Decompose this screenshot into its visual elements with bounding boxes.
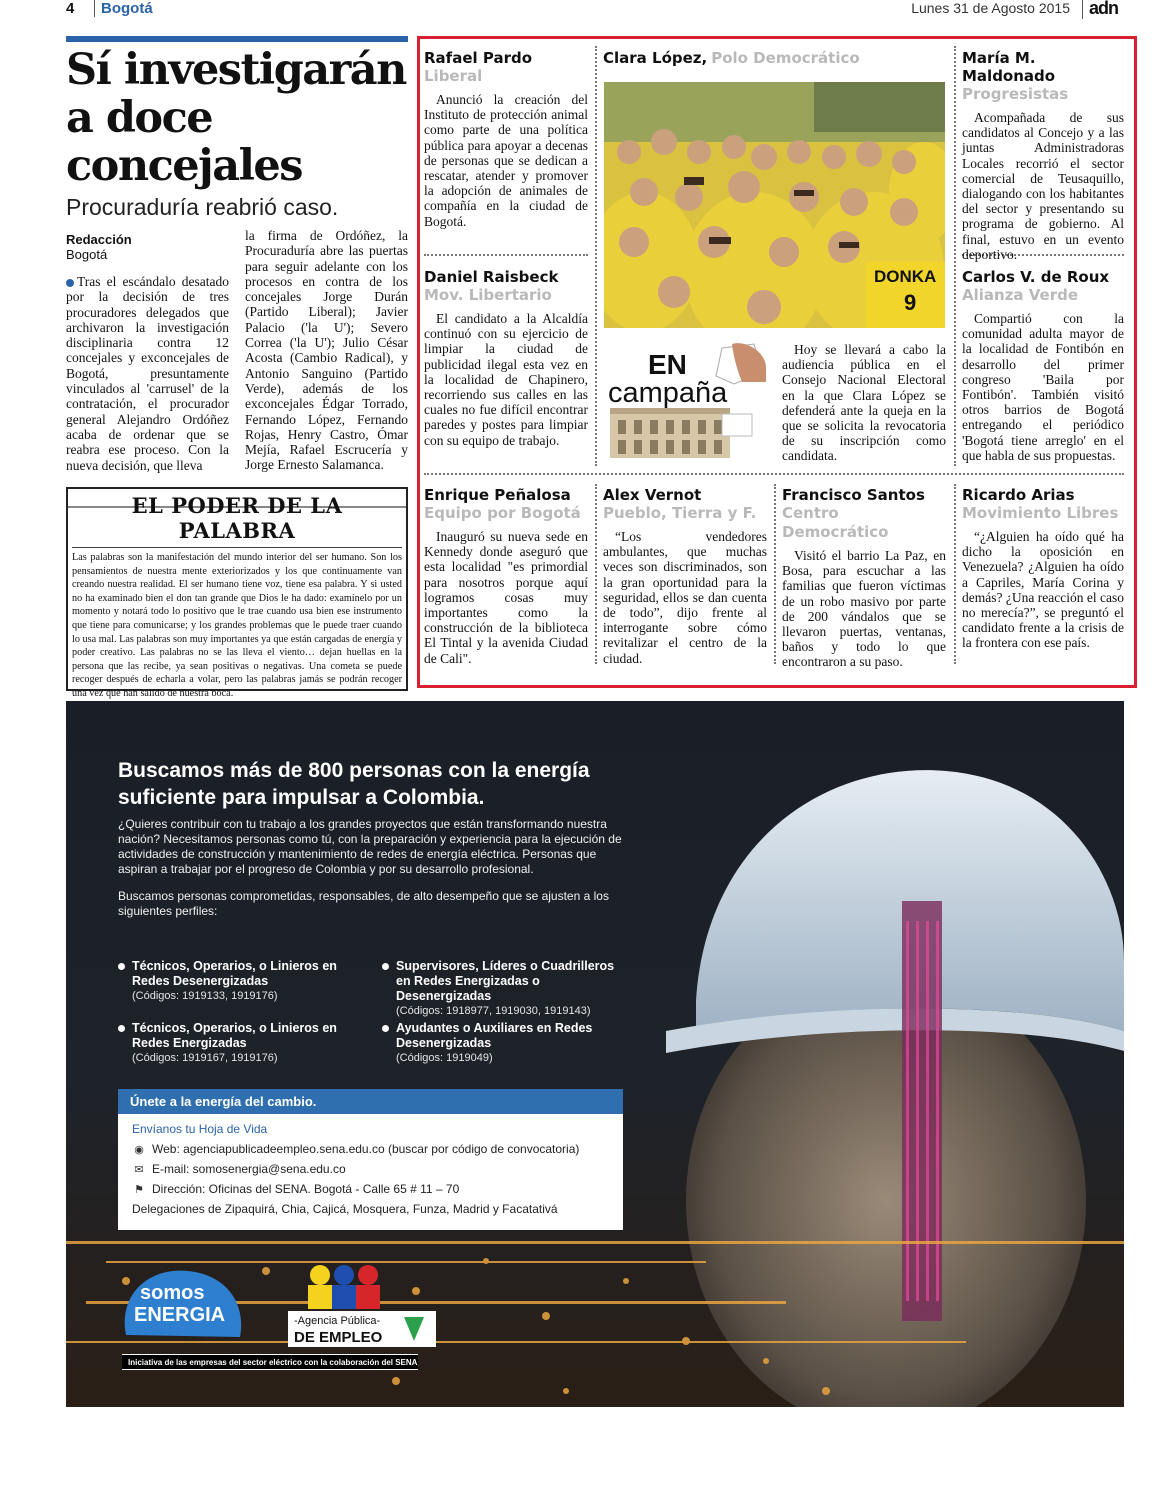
page-header [66,0,1122,20]
profile-codes: (Códigos: 1919167, 1919176) [132,1052,278,1064]
profile-item [118,959,338,1004]
candidate-maldonado [962,49,1124,262]
poder-text: Las palabras son la manifestación del mundo interior del ser humano. Son los pensamientos de nuestra mente exteriorizados y los que continuamente van creando nuestra realidad. El ser humano tiene voz, tiene esa palabra. Y si usted no ha examinado bien el don tan grande que Dios le ha dado: examínelo por un momento y notará todo lo positivo que le trae cuando usa bien ese instrumento que tiene para comunicarse; y los grandes problemas que le puede traer cuando lo usa mal. Las palabras son muy importantes ya que están cargadas de energía y poder creativo. Las palabras no se las lleva el viento… dejan huellas en la persona que las recibe, ya sean positivas o negativas. Una cometa se puede recoger después de echarla a volar, pero las palabras jamás se podrán recoger una vez que han salido de nuestra boca. [72,552,402,699]
globe-icon: ◉ [134,1143,144,1156]
article-col1-text: Tras el escándalo desatado por la decisión de tres procuradores delegados que archivaron la investigación disciplinaria contra 12 concejales y exconcejales de Bogotá, presuntamente vinculados al 'carrusel' de la contratación, el procurador general Alejandro Ordóñez acaba de ordenar que se reabra ese proceso. Con la nueva decisión, que lleva [66,274,229,473]
profile-title: Técnicos, Operarios, o Linieros en Redes Desenergizadas [118,959,338,989]
en-campana-logo [604,342,766,462]
join-banner: Únete a la energía del cambio. [118,1089,623,1114]
candidate-party: Liberal [424,67,483,85]
candidate-name: Alex Vernot [603,486,702,504]
contact-web [132,1142,609,1156]
contact-web-text: Web: agenciapublicadeempleo.sena.edu.co (buscar por código de convocatoria) [152,1142,580,1156]
ad-content [118,757,638,919]
candidate-text: Acompañada de sus candidatos al Concejo y a las juntas Administradoras Locales recorrió el sector comercial de Teusaquillo, dialogando con los habitantes del sector y presentando su programa de gobierno. Al final, estuvo en un evento deportivo. [962,110,1124,262]
logo-energia-text: ENERGIA [134,1304,226,1326]
send-cv-label: Envíanos tu Hoja de Vida [132,1122,268,1136]
ad-intro: ¿Quieres contribuir con tu trabajo a los grandes proyectos que están transformando nuestra nación? Necesitamos personas como tú, con la preparación y experiencia para la ejecución de actividades de construcción y mantenimiento de redes de energía eléctrica. Personas que aspiran a trabajar por el progreso de Colombia y por su desarrollo profesional. [118,817,622,876]
location-icon: ⚑ [134,1183,144,1196]
ad-intro-profiles: Buscamos personas comprometidas, responsables, de alto desempeño que se ajusten a los siguientes perfiles: [118,889,609,918]
page-number: 4 [66,0,75,17]
candidate-penalosa [424,486,588,666]
en-campana-line2: campaña [608,377,728,409]
workers-icon [308,1265,380,1309]
candidate-raisbeck [424,268,588,448]
en-campana-line1: EN [648,349,687,380]
column-divider [595,484,597,664]
article-subhead: Procuraduría reabrió caso. [66,194,339,220]
column-divider [954,46,956,466]
photo-sign-number: 9 [904,290,917,315]
contact-address-text: Dirección: Oficinas del SENA. Bogotá - Calle 65 # 11 – 70 [152,1182,460,1196]
profile-codes: (Códigos: 1919133, 1919176) [132,990,278,1002]
poder-palabra-box [66,487,408,699]
byline-location: Bogotá [66,247,108,262]
contact-email-text: E-mail: somosenergia@sena.edu.co [152,1162,346,1176]
candidate-roux [962,268,1124,463]
candidate-party: Progresistas [962,85,1069,103]
candidate-name: María M. Maldonado [962,49,1056,85]
crowd-photo-image [604,82,945,328]
article-column-2: la firma de Ordóñez, la Procuraduría abre las puertas para seguir adelante con los procesos en contra de los concejales Jorge Durán (Partido Liberal); Javier Palacio ('la U'); Severo Correa ('la U'); Julio César Acosta (Cambio Radical), y Antonio Sanguino (Partido Verde), además de los exconcejales Édgar Torrado, Fernando López, Fernando Rojas, Henry Castro, Ómar Mejía, Rafael Escrucería y Jorge Ernesto Salamanca. [245,228,408,473]
ad-logos [118,1245,458,1355]
candidate-lopez-text [782,336,946,464]
candidate-name: Carlos V. de Roux [962,268,1110,286]
agency-small-text: -Agencia Pública- [294,1315,381,1327]
contact-address [132,1182,609,1196]
byline-author: Redacción [66,232,132,247]
candidate-party: Movimiento Libres [962,504,1119,522]
envelope-icon: ✉ [134,1163,144,1176]
candidate-text: Visitó el barrio La Paz, en Bosa, para escuchar a las familias que fueron víctimas de un robo masivo por parte de 200 vándalos que se llevaron puertas, ventanas, baños y todo lo que encontraron a su paso. [782,548,946,670]
article-headline: Sí investigarán a doce concejales [66,45,406,191]
candidate-text: El candidato a la Alcaldía continuó con su ejercicio de limpiar la ciudad de publicidad ilegal esta vez en la localidad de Chapinero, recorriendo sus calles en las cuales no fue difícil encontrar paredes y postes para limpiar con su equipo de trabajo. [424,311,588,448]
profile-title: Ayudantes o Auxiliares en Redes Desenergizadas [382,1021,622,1051]
candidate-text: “¿Alguien ha oído qué ha dicho la oposición en Venezuela? ¿Alguien ha oído a Capriles, María Corina y demás? ¿Una reacción el caso no merecía?”, se preguntó el candidato frente a la crisis de la frontera con ese país. [962,529,1124,651]
candidate-text: Anunció la creación del Instituto de protección animal como parte de una política pública para apoyar a decenas de personas que se dedican a rescatar, atender y promover la adopción de animales de compañía en la ciudad de Bogotá. [424,92,588,229]
section-name: Bogotá [94,0,153,17]
photo-sign-text: DONKA [874,267,937,286]
candidate-name: Francisco Santos [782,486,925,504]
candidate-name: Ricardo Arias [962,486,1075,504]
candidate-pardo [424,49,588,229]
candidate-party: Pueblo, Tierra y F. [603,504,757,522]
contact-box [118,1114,623,1230]
campaign-photo [604,82,945,328]
column-divider [954,484,956,664]
poder-title: EL PODER DE LA PALABRA [72,493,402,548]
ad-headline: Buscamos más de 800 personas con la energía suficiente para impulsar a Colombia. [118,759,590,809]
candidate-text: Compartió con la comunidad adulta mayor de la localidad de Fontibón en desarrollo del primer congreso 'Baila por Fontibón'. También visitó otros barrios de Bogotá entregando el periódico 'Bogotá tiene arreglo' en el que habla de sus propuestas. [962,311,1124,463]
row-divider [424,254,588,256]
candidate-name: Rafael Pardo [424,49,533,67]
profile-item [382,1021,622,1066]
logo-somos-text: somos [140,1282,205,1304]
candidate-lopez-header [603,49,948,68]
profile-item [118,1021,338,1066]
candidate-text: “Los vendedores ambulantes, que muchas veces son discriminados, son la gran oportunidad para la seguridad, ellos se dan cuenta de todo”, dijo frente al interrogante sobre cómo revitalizar el centro de la ciudad. [603,529,767,666]
main-article [66,36,408,473]
profile-title: Técnicos, Operarios, o Linieros en Redes Energizadas [118,1021,338,1051]
candidate-party: Alianza Verde [962,286,1079,304]
candidate-party: Polo Democrático [711,49,860,67]
profile-codes: (Códigos: 1919049) [396,1052,493,1064]
candidate-vernot [603,486,767,666]
candidate-arias [962,486,1124,651]
brand-logo: adn [1082,0,1118,19]
column-divider [774,484,776,664]
profile-codes: (Códigos: 1918977, 1919030, 1919143) [396,1005,591,1017]
ad-footnote: Iniciativa de las empresas del sector eléctrico con la colaboración del SENA [122,1354,418,1370]
agency-big-text: DE EMPLEO [294,1329,383,1346]
contact-delegations: Delegaciones de Zipaquirá, Chia, Cajicá, Mosquera, Funza, Madrid y Facatativá [132,1202,558,1216]
article-top-bar [66,36,408,42]
profile-title: Supervisores, Líderes o Cuadrilleros en Redes Energizadas o Desenergizadas [382,959,622,1004]
en-campana-graphic [604,342,766,462]
candidate-santos [782,486,946,670]
issue-date: Lunes 31 de Agosto 2015 [911,0,1070,16]
candidate-name: Clara López, [603,49,708,67]
profile-item [382,959,622,1019]
candidate-party: Equipo por Bogotá [424,504,581,522]
sena-advertisement [66,701,1124,1407]
candidate-name: Enrique Peñalosa [424,486,571,504]
article-column-1 [66,274,229,473]
candidate-party: Mov. Libertario [424,286,552,304]
contact-email [132,1162,609,1176]
bullet-dot-icon [66,279,74,287]
row-divider [424,473,1124,475]
column-divider [595,46,597,466]
candidate-text: Inauguró su nueva sede en Kennedy donde aseguró que esta localidad "es primordial para nosotros porque aquí logramos cosas muy importantes como la construcción de la biblioteca El Tintal y la avenida Ciudad de Cali". [424,529,588,666]
candidate-party: Centro Democrático [782,504,889,541]
candidate-name: Daniel Raisbeck [424,268,559,286]
byline [66,232,132,262]
candidate-text: Hoy se llevará a cabo la audiencia pública en el Consejo Nacional Electoral en la que Clara López se defenderá ante la queja en la que se solicita la revocatoria de su inscripción como candidata. [782,342,946,464]
